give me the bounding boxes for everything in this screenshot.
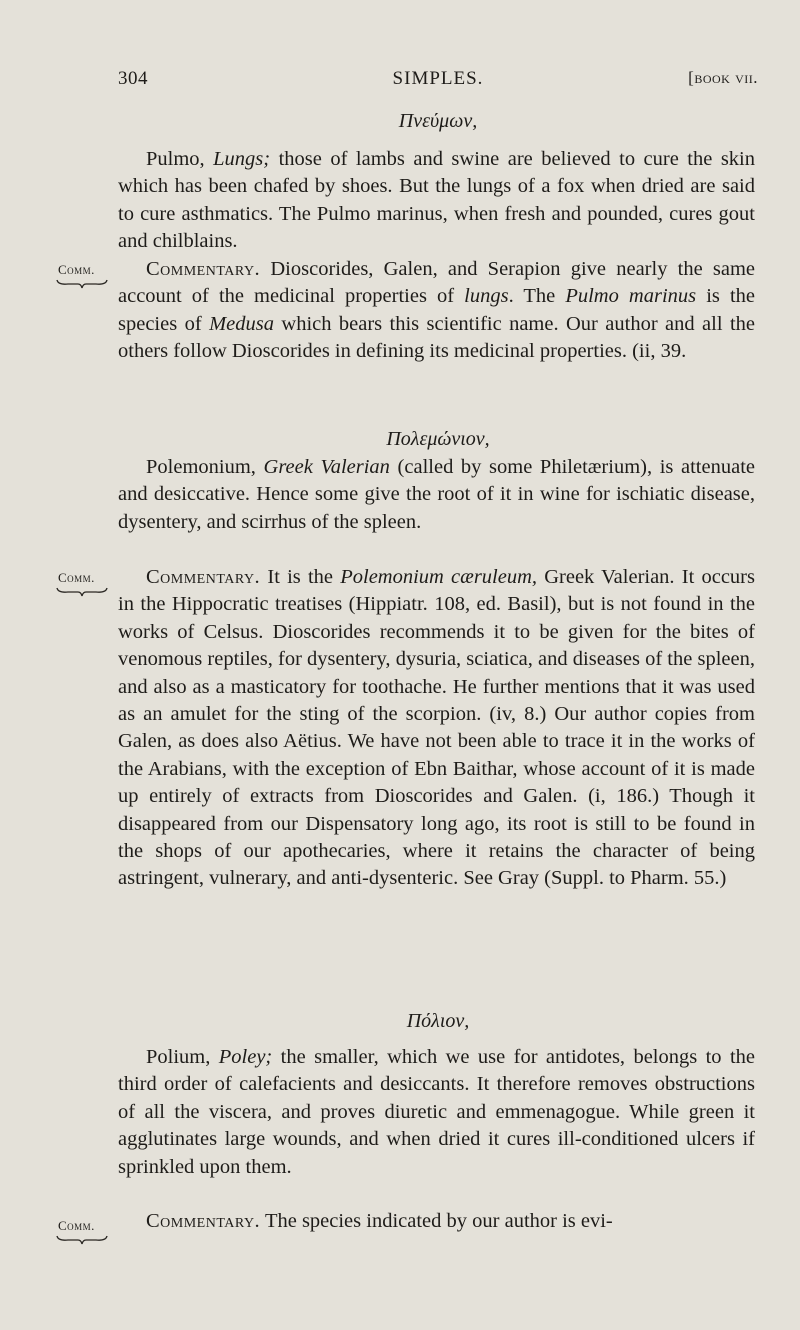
entry-english-name: Poley; bbox=[218, 1046, 273, 1068]
commentary-polium bbox=[118, 1208, 755, 1235]
margin-label-comm: Comm. bbox=[58, 262, 95, 277]
commentary-label: Commentary. bbox=[146, 566, 261, 588]
entry-pulmo bbox=[118, 146, 755, 256]
commentary-text: Dioscorides, Galen, and Serapion give nearly the same account of the medicinal properties of lungs. The Pulmo marinus is the species of Medusa which bears this scientific name. Our author and all the others follow Dioscorides in defining its medicinal properties. (ii, 39. bbox=[118, 258, 755, 363]
entry-polium bbox=[118, 1044, 755, 1181]
margin-brace-icon bbox=[56, 1234, 108, 1246]
entry-text: the smaller, which we use for antidotes, belongs to the third order of calefacients and desiccants. It therefore removes obstructions of all the viscera, and proves diuretic and emmenagogue. While green it agglutinates large wounds, and when dried it cures ill-conditioned ulcers if sprinkled upon them. bbox=[118, 1046, 755, 1178]
entry-term: Polemonium, bbox=[146, 456, 264, 478]
running-title: SIMPLES. bbox=[392, 68, 484, 89]
commentary-label: Commentary. bbox=[146, 1210, 261, 1232]
entry-english-name: Greek Valerian bbox=[263, 456, 390, 478]
entry-text: those of lambs and swine are believed to cure the skin which has been chafed by shoes. But the lungs of a fox when dried are said to cure asthmatics. The Pulmo marinus, when fresh and pounded, cures gout and chilblains. bbox=[118, 148, 755, 253]
margin-brace-icon bbox=[56, 278, 108, 290]
commentary-polemonium bbox=[118, 564, 755, 893]
margin-brace-icon bbox=[56, 586, 108, 598]
margin-label-comm: Comm. bbox=[58, 1218, 95, 1233]
entry-text: (called by some Philetærium), is attenuate and desiccative. Hence some give the root of it in wine for ischiatic disease, dysentery, and scirrhus of the spleen. bbox=[118, 456, 755, 533]
greek-heading-pneumon: Πνεύμων, bbox=[398, 110, 478, 132]
entry-term: Polium, bbox=[146, 1046, 219, 1068]
commentary-label: Commentary. bbox=[146, 258, 261, 280]
running-header bbox=[118, 68, 758, 102]
entry-english-name: Lungs; bbox=[213, 148, 271, 170]
book-label: [book vii. bbox=[688, 68, 758, 87]
margin-label-comm: Comm. bbox=[58, 570, 95, 585]
entry-polemonium bbox=[118, 454, 755, 536]
greek-heading-polion: Πόλιον, bbox=[406, 1010, 470, 1032]
commentary-pulmo bbox=[118, 256, 755, 366]
commentary-text: It is the Polemonium cæruleum, Greek Valerian. It occurs in the Hippocratic treatises (Hippiatr. 108, ed. Basil), but is not found in the works of Celsus. Dioscorides recommends it to be given for the bites of venomous reptiles, for dysentery, dysuria, sciatica, and diseases of the spleen, and also as a masticatory for toothache. He further mentions that it was used as an amulet for the sting of the scorpion. (iv, 8.) Our author copies from Galen, as does also Aëtius. We have not been able to trace it in the works of the Arabians, with the exception of Ebn Baithar, whose account of it is made up entirely of extracts from Dioscorides and Galen. (i, 186.) Though it disappeared from our Dispensatory long ago, its root is still to be found in the shops of our apothecaries, where it retains the character of being astringent, vulnerary, and anti-dysenteric. See Gray (Suppl. to Pharm. 55.) bbox=[118, 566, 755, 890]
commentary-text: The species indicated by our author is evi- bbox=[260, 1210, 613, 1232]
entry-term: Pulmo, bbox=[146, 148, 214, 170]
greek-heading-polemonion: Πολεμώνιον, bbox=[386, 428, 490, 450]
page-number: 304 bbox=[118, 68, 148, 89]
